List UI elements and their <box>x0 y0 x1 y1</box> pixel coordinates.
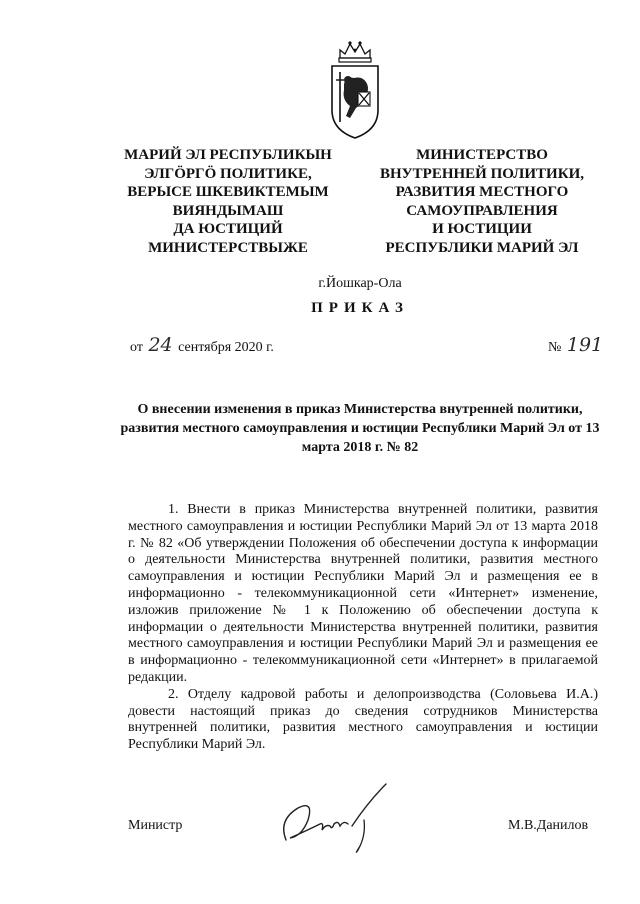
city-name: г.Йошкар-Ола <box>318 276 402 291</box>
document-date <box>130 334 274 356</box>
paragraph-2: 2. Отделу кадровой работы и делопроизводства (Соловьева И.А.) довести настоящий приказ до сведения сотрудников Министерства внутренней политики, развития местного самоуправления и юстиции Республики Марий Эл. <box>128 686 598 753</box>
header-left-line: ДА ЮСТИЦИЙ <box>173 221 283 237</box>
document-type: ПРИКАЗ <box>311 300 409 316</box>
document-number <box>548 334 605 356</box>
header-org-russian <box>364 146 600 257</box>
header-right-line: РАЗВИТИЯ МЕСТНОГО <box>395 184 569 200</box>
signatory-title: Министр <box>128 818 183 833</box>
header-org-mari <box>110 146 346 257</box>
date-prefix: от <box>130 340 143 355</box>
handwritten-signature <box>268 780 398 860</box>
document-subject: О внесении изменения в приказ Министерства внутренней политики, развития местного самоуправления и юстиции Республики Марий Эл от 13 марта 2018 г. № 82 <box>120 402 600 455</box>
header-right-line: И ЮСТИЦИИ <box>432 221 532 237</box>
coat-of-arms-icon <box>328 38 382 140</box>
number-sign: № <box>548 340 562 355</box>
header-left-line: ВЕРЫСЕ ШКЕВИКТЕМЫМ <box>127 184 329 200</box>
header-left-line: ВИЯНДЫМАШ <box>172 202 284 219</box>
date-day-handwritten: 24 <box>148 334 173 356</box>
signatory-name: М.В.Данилов <box>508 818 589 833</box>
paragraph-1: 1. Внести в приказ Министерства внутренней политики, развития местного самоуправления и юстиции Республики Марий Эл от 13 марта 2018 г. № 82 «Об утверждении Положения об обеспечении доступа к информации о деятельности Министерства внутренней политики, развития местного самоуправления и юстиции Республики Марий Эл и размещения ее в информационно - телекоммуникационной сети «Интернет» изменение, изложив приложение № 1 к Положению об обеспечении доступа к информации о деятельности Министерства внутренней политики, развития местного самоуправления и юстиции Республики Марий Эл и размещения ее в информационно - телекоммуникационной сети «Интернет» в прилагаемой редакции. <box>128 502 598 685</box>
header-right-line: САМОУПРАВЛЕНИЯ <box>406 202 558 219</box>
header-left-line: ЭЛГӦРГӦ ПОЛИТИКЕ, <box>144 165 312 182</box>
header-left-line: МИНИСТЕРСТВЫЖЕ <box>148 239 308 256</box>
header-right-line: РЕСПУБЛИКИ МАРИЙ ЭЛ <box>385 239 579 256</box>
header-right-line: МИНИСТЕРСТВО <box>416 147 548 163</box>
date-rest: сентября 2020 г. <box>178 340 274 355</box>
header-left-line: МАРИЙ ЭЛ РЕСПУБЛИКЫН <box>124 147 332 163</box>
number-value-handwritten: 191 <box>566 334 604 356</box>
header-right-line: ВНУТРЕННЕЙ ПОЛИТИКИ, <box>379 165 584 182</box>
document-body <box>128 502 598 754</box>
